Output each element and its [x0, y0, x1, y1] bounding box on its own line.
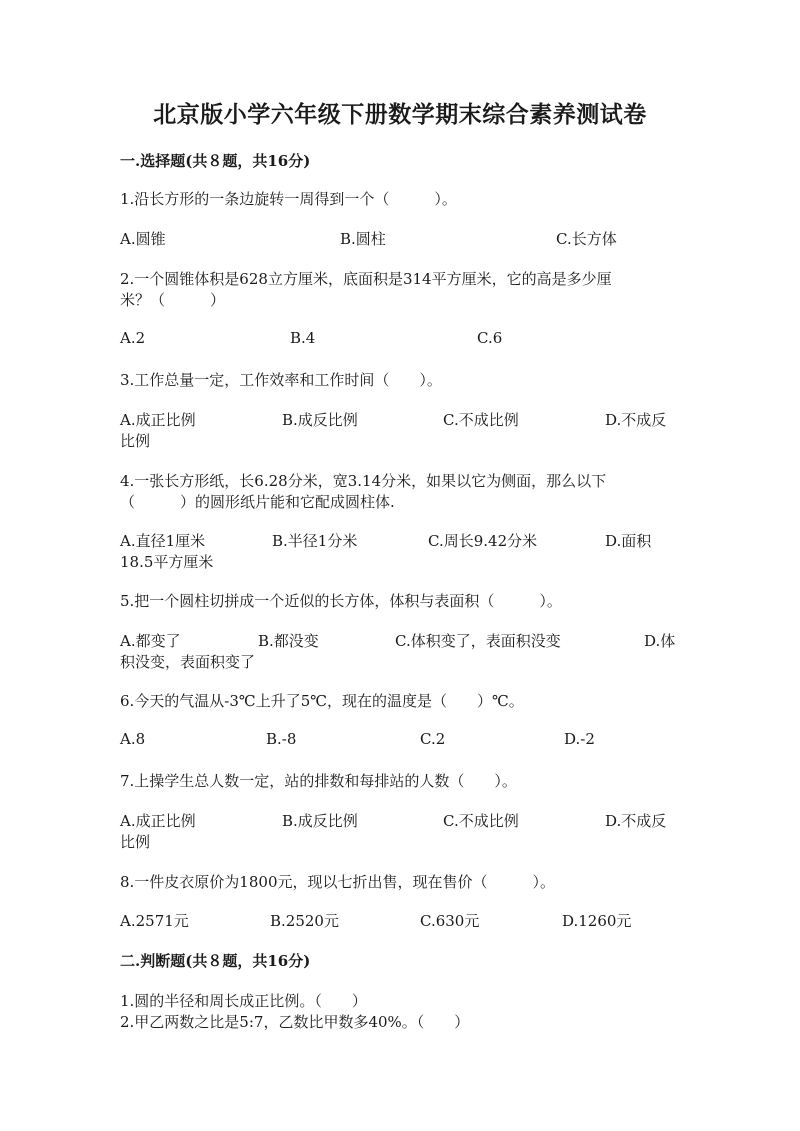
question-2-text-continued: 米？（ ） — [120, 291, 226, 309]
question-4-option-d: D.面积 — [605, 532, 652, 550]
question-7-option-d-wrap: 比例 — [120, 833, 151, 851]
question-5-option-d-wrap: 积没变，表面积变了 — [120, 653, 256, 671]
question-4-option-a: A.直径1厘米 — [120, 532, 206, 550]
question-7-text: 7.上操学生总人数一定，站的排数和每排站的人数（ ）。 — [120, 772, 517, 790]
question-8-option-a: A.2571元 — [120, 912, 189, 930]
question-5-text: 5.把一个圆柱切拼成一个近似的长方体，体积与表面积（ ）。 — [120, 592, 562, 610]
question-8-text: 8.一件皮衣原价为1800元，现以七折出售，现在售价（ ）。 — [120, 873, 555, 891]
judgement-item-1: 1.圆的半径和周长成正比例。（ ） — [120, 992, 367, 1010]
judgement-item-2: 2.甲乙两数之比是5:7，乙数比甲数多40%。（ ） — [120, 1013, 470, 1031]
question-1-option-b: B.圆柱 — [340, 230, 386, 248]
question-2-option-c: C.6 — [477, 329, 503, 347]
question-4-option-d-wrap: 18.5平方厘米 — [120, 553, 214, 571]
question-4-option-b: B.半径1分米 — [272, 532, 358, 550]
question-3-option-a: A.成正比例 — [120, 411, 196, 429]
question-7-option-c: C.不成比例 — [443, 812, 519, 830]
question-2-text: 2.一个圆锥体积是628立方厘米，底面积是314平方厘米，它的高是多少厘 — [120, 270, 612, 288]
question-6-option-b: B.-8 — [266, 730, 297, 748]
question-6-option-d: D.-2 — [564, 730, 595, 748]
question-1-option-a: A.圆锥 — [120, 230, 166, 248]
question-7-option-b: B.成反比例 — [282, 812, 358, 830]
question-5-option-c: C.体积变了，表面积没变 — [395, 632, 561, 650]
question-3-text: 3.工作总量一定，工作效率和工作时间（ ）。 — [120, 371, 442, 389]
question-4-text: 4.一张长方形纸，长6.28分米，宽3.14分米，如果以它为侧面，那么以下 — [120, 472, 607, 490]
page-title: 北京版小学六年级下册数学期末综合素养测试卷 — [153, 101, 647, 128]
question-3-option-d-wrap: 比例 — [120, 432, 151, 450]
section-2-heading: 二.判断题(共８题，共16分) — [120, 952, 311, 970]
question-3-option-d: D.不成反 — [605, 411, 667, 429]
question-7-option-d: D.不成反 — [605, 812, 667, 830]
question-1-text: 1.沿长方形的一条边旋转一周得到一个（ ）。 — [120, 190, 457, 208]
question-3-option-c: C.不成比例 — [443, 411, 519, 429]
question-5-option-d: D.体 — [644, 632, 676, 650]
question-5-option-b: B.都没变 — [258, 632, 319, 650]
question-2-option-b: B.4 — [290, 329, 316, 347]
question-5-option-a: A.都变了 — [120, 632, 181, 650]
question-6-text: 6.今天的气温从-3℃上升了5℃，现在的温度是（ ）℃。 — [120, 692, 524, 710]
question-4-text-continued: （ ）的圆形纸片能和它配成圆柱体. — [120, 493, 395, 511]
question-8-option-b: B.2520元 — [270, 912, 339, 930]
question-1-option-c: C.长方体 — [556, 230, 617, 248]
question-6-option-c: C.2 — [420, 730, 446, 748]
question-6-option-a: A.8 — [120, 730, 146, 748]
question-8-option-c: C.630元 — [420, 912, 480, 930]
question-7-option-a: A.成正比例 — [120, 812, 196, 830]
section-1-heading: 一.选择题(共８题，共16分) — [120, 152, 311, 170]
question-2-option-a: A.2 — [120, 329, 146, 347]
question-8-option-d: D.1260元 — [562, 912, 632, 930]
question-3-option-b: B.成反比例 — [282, 411, 358, 429]
question-4-option-c: C.周长9.42分米 — [428, 532, 538, 550]
